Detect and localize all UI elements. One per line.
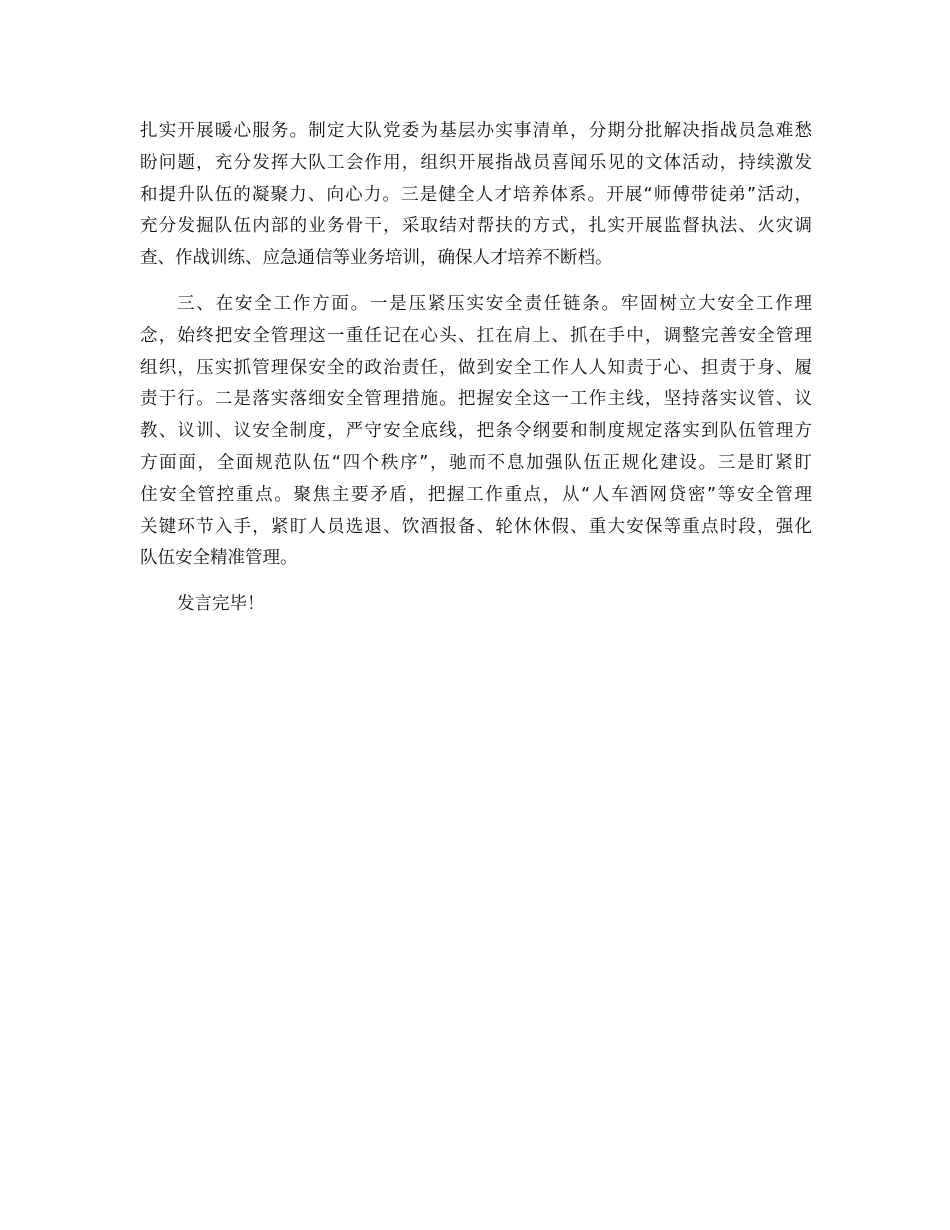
text-line: 责于行。二是落实落细安全管理措施。把握安全这一工作主线，坚持落实议管、议 <box>140 389 812 410</box>
paragraph-safety-work <box>140 289 812 575</box>
paragraph-closing <box>140 589 812 621</box>
text-line: 扎实开展暖心服务。制定大队党委为基层办实事清单，分期分批解决指战员急难愁 <box>140 121 812 141</box>
text-line: 关键环节入手，紧盯人员选退、饮酒报备、轮休休假、重大安保等重点时段，强化 <box>140 516 812 537</box>
text-line: 住安全管控重点。聚焦主要矛盾，把握工作重点，从“人车酒网贷密”等安全管理 <box>140 484 812 505</box>
document-body <box>140 116 812 635</box>
closing-line: 发言完毕！ <box>177 594 265 615</box>
text-line: 队伍安全精准管理。 <box>140 548 298 569</box>
paragraph-continuation <box>140 116 812 275</box>
text-line: 教、议训、议安全制度，严守安全底线，把条令纲要和制度规定落实到队伍管理方 <box>140 421 812 442</box>
text-line: 三、在安全工作方面。一是压紧压实安全责任链条。牢固树立大安全工作理 <box>177 293 812 314</box>
text-line: 方面面，全面规范队伍“四个秩序”，驰而不息加强队伍正规化建设。三是盯紧盯 <box>140 452 812 473</box>
text-line: 查、作战训练、应急通信等业务培训，确保人才培养不断档。 <box>140 248 613 269</box>
text-line: 组织，压实抓管理保安全的政治责任，做到安全工作人人知责于心、担责于身、履 <box>140 357 812 378</box>
text-line: 念，始终把安全管理这一重任记在心头、扛在肩上、抓在手中，调整完善安全管理 <box>140 325 812 346</box>
text-line: 盼问题，充分发挥大队工会作用，组织开展指战员喜闻乐见的文体活动，持续激发 <box>140 152 812 173</box>
text-line: 和提升队伍的凝聚力、向心力。三是健全人才培养体系。开展“师傅带徒弟”活动， <box>140 184 812 205</box>
text-line: 充分发掘队伍内部的业务骨干，采取结对帮扶的方式，扎实开展监督执法、火灾调 <box>140 216 812 237</box>
